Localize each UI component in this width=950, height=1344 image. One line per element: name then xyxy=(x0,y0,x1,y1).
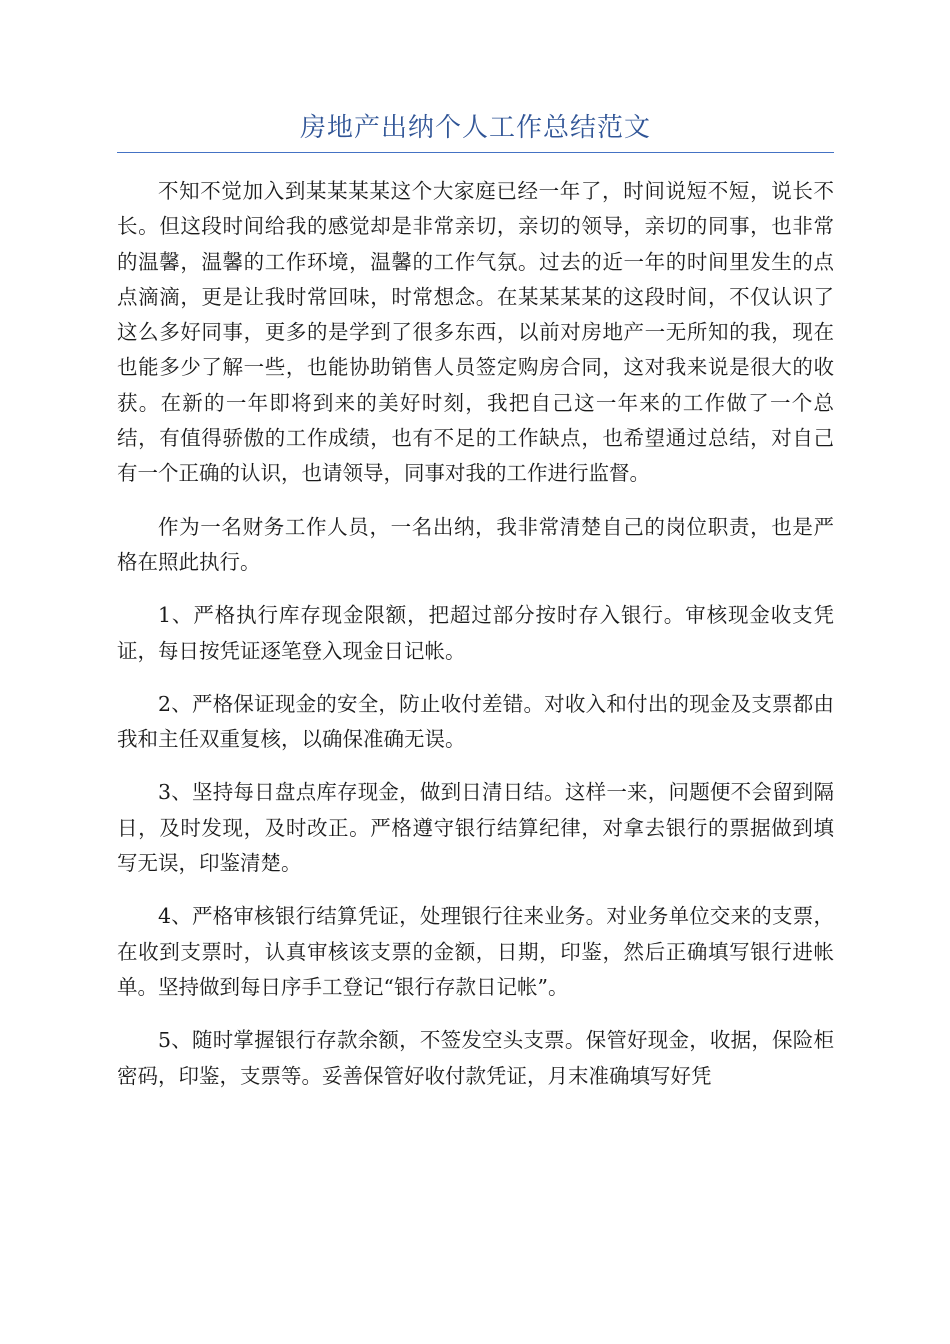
paragraph-role: 作为一名财务工作人员，一名出纳，我非常清楚自己的岗位职责，也是严格在照此执行。 xyxy=(117,514,834,574)
page-title: 房地产出纳个人工作总结范文 xyxy=(299,113,651,143)
paragraph-intro: 不知不觉加入到某某某某这个大家庭已经一年了，时间说短不短，说长不长。但这段时间给我的感觉却是非常亲切，亲切的领导，亲切的同事，也非常的温馨，温馨的工作环境，温馨的工作气氛。过去的近一年的时间里发生的点点滴滴，更是让我时常回味，时常想念。在某某某某的这段时间，不仅认识了这么多好同事，更多的是学到了很多东西，以前对房地产一无所知的我，现在也能多少了解一些，也能协助销售人员签定购房合同，这对我来说是很大的收获。在新的一年即将到来的美好时刻，我把自己这一年来的工作做了一个总结，有值得骄傲的工作成绩，也有不足的工作缺点，也希望通过总结，对自己有一个正确的认识，也请领导，同事对我的工作进行监督。 xyxy=(117,179,834,486)
title-block xyxy=(117,108,834,153)
paragraph-item-1: 1、严格执行库存现金限额，把超过部分按时存入银行。审核现金收支凭证，每日按凭证逐笔登入现金日记帐。 xyxy=(117,603,834,663)
paragraph-item-3: 3、坚持每日盘点库存现金，做到日清日结。这样一来，问题便不会留到隔日，及时发现，及时改正。严格遵守银行结算纪律，对拿去银行的票据做到填写无误，印鉴清楚。 xyxy=(117,780,834,876)
paragraph-item-4: 4、严格审核银行结算凭证，处理银行往来业务。对业务单位交来的支票，在收到支票时，认真审核该支票的金额，日期，印鉴，然后正确填写银行进帐单。坚持做到每日序手工登记“银行存款日记帐”。 xyxy=(117,904,834,999)
document-body xyxy=(117,174,834,1112)
paragraph-item-5: 5、随时掌握银行存款余额，不签发空头支票。保管好现金，收据，保险柜密码，印鉴，支票等。妥善保管好收付款凭证，月末准确填写好凭 xyxy=(117,1028,834,1088)
paragraph-item-2: 2、严格保证现金的安全，防止收付差错。对收入和付出的现金及支票都由我和主任双重复核，以确保准确无误。 xyxy=(117,691,834,752)
title-underline xyxy=(117,152,834,153)
